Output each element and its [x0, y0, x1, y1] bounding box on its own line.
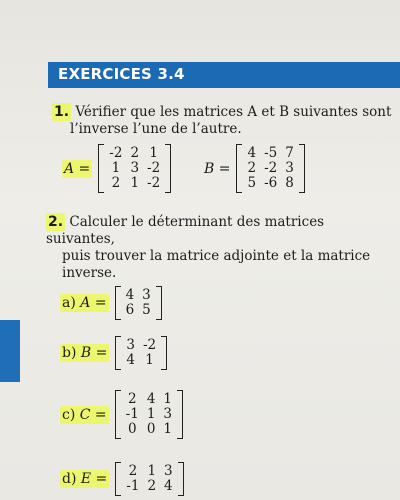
exercise-2-line1: Calculer le déterminant des matrices suivantes, — [46, 214, 325, 247]
matrix-2c-table — [122, 392, 176, 437]
matrix-row — [105, 146, 164, 161]
matrix-cell: 5 — [142, 302, 151, 318]
section-title: EXERCICES 3.4 — [58, 65, 185, 83]
matrix-cell: 1 — [130, 175, 140, 191]
part-c-label: c) C = — [62, 406, 107, 423]
matrix-row — [122, 479, 176, 494]
matrix-cell: 4 — [146, 391, 156, 407]
matrix-cell: 5 — [247, 175, 257, 191]
matrix-cell: 4 — [247, 145, 257, 161]
matrix-cell: -6 — [264, 175, 278, 191]
matrix-A — [98, 144, 171, 193]
exercise-2b — [60, 336, 167, 370]
section-header — [48, 62, 400, 88]
matrix-B-label: B = — [204, 160, 231, 177]
exercise-2c — [60, 390, 183, 439]
part-a-label: a) A = — [62, 295, 107, 311]
matrix-A-table — [105, 146, 164, 191]
exercise-2a — [60, 286, 162, 320]
matrix-row — [122, 338, 160, 353]
matrix-cell: 2 — [147, 478, 157, 494]
matrix-cell: 3 — [164, 463, 173, 479]
matrix-cell: 2 — [247, 160, 257, 176]
matrix-cell: 2 — [130, 145, 140, 161]
matrix-cell: -1 — [125, 406, 139, 422]
matrix-cell: 1 — [147, 463, 157, 479]
exercise-2-text — [46, 214, 392, 282]
matrix-row — [243, 161, 297, 176]
side-tab — [0, 320, 20, 382]
matrix-cell: 2 — [111, 175, 121, 191]
matrix-cell: 7 — [285, 145, 294, 161]
exercise-1-matrix-B — [204, 144, 305, 193]
exercise-2d — [60, 462, 184, 496]
matrix-row — [122, 303, 155, 318]
matrix-cell: 0 — [146, 421, 156, 437]
matrix-cell: 1 — [145, 352, 154, 368]
matrix-cell: -2 — [142, 337, 157, 353]
matrix-2d-table — [122, 464, 176, 494]
matrix-cell: 1 — [111, 160, 121, 176]
matrix-cell: 4 — [125, 287, 135, 303]
matrix-cell: 3 — [130, 160, 140, 176]
matrix-cell: 3 — [142, 287, 151, 303]
matrix-cell: -2 — [109, 145, 123, 161]
matrix-cell: -2 — [264, 160, 278, 176]
matrix-cell: 3 — [285, 160, 294, 176]
matrix-row — [122, 422, 176, 437]
matrix-2b-table — [122, 338, 160, 368]
matrix-row — [122, 392, 176, 407]
matrix-2d — [115, 462, 183, 496]
matrix-cell: -2 — [147, 160, 161, 176]
part-b-label: b) B = — [62, 345, 108, 361]
matrix-row — [122, 407, 176, 422]
matrix-row — [105, 176, 164, 191]
matrix-cell: 1 — [163, 391, 173, 407]
exercise-1-line2: l’inverse l’une de l’autre. — [70, 121, 242, 137]
matrix-cell: 0 — [127, 421, 137, 437]
matrix-cell: 8 — [285, 175, 294, 191]
matrix-cell: 4 — [164, 478, 173, 494]
matrix-cell: 4 — [126, 352, 135, 368]
exercise-1-matrix-A — [62, 144, 171, 193]
matrix-row — [122, 353, 160, 368]
matrix-cell: 2 — [128, 463, 138, 479]
matrix-cell: 1 — [163, 421, 173, 437]
matrix-cell: -2 — [147, 175, 161, 191]
matrix-row — [122, 464, 176, 479]
part-d-label: d) E = — [62, 471, 108, 487]
matrix-B-table — [243, 146, 297, 191]
matrix-cell: 1 — [149, 145, 158, 161]
exercise-1-line1: Vérifier que les matrices A et B suivantes sont — [75, 104, 392, 120]
matrix-row — [243, 146, 297, 161]
matrix-row — [243, 176, 297, 191]
matrix-row — [105, 161, 164, 176]
exercise-2-line2: puis trouver la matrice adjointe et la matrice — [62, 248, 371, 264]
matrix-2b — [115, 336, 167, 370]
matrix-cell: -5 — [264, 145, 278, 161]
matrix-cell: 2 — [127, 391, 137, 407]
matrix-cell: 3 — [126, 337, 135, 353]
exercise-1-text — [52, 104, 392, 138]
matrix-2a — [115, 286, 162, 320]
matrix-2a-table — [122, 288, 155, 318]
matrix-row — [122, 288, 155, 303]
matrix-cell: -1 — [126, 478, 140, 494]
matrix-A-label: A = — [64, 160, 91, 177]
exercise-1-number: 1. — [54, 104, 70, 120]
matrix-cell: 3 — [163, 406, 173, 422]
exercise-2-number: 2. — [48, 214, 64, 230]
matrix-B — [236, 144, 304, 193]
matrix-cell: 1 — [146, 406, 156, 422]
matrix-cell: 6 — [125, 302, 135, 318]
matrix-2c — [115, 390, 183, 439]
exercise-2-line3: inverse. — [62, 265, 117, 281]
